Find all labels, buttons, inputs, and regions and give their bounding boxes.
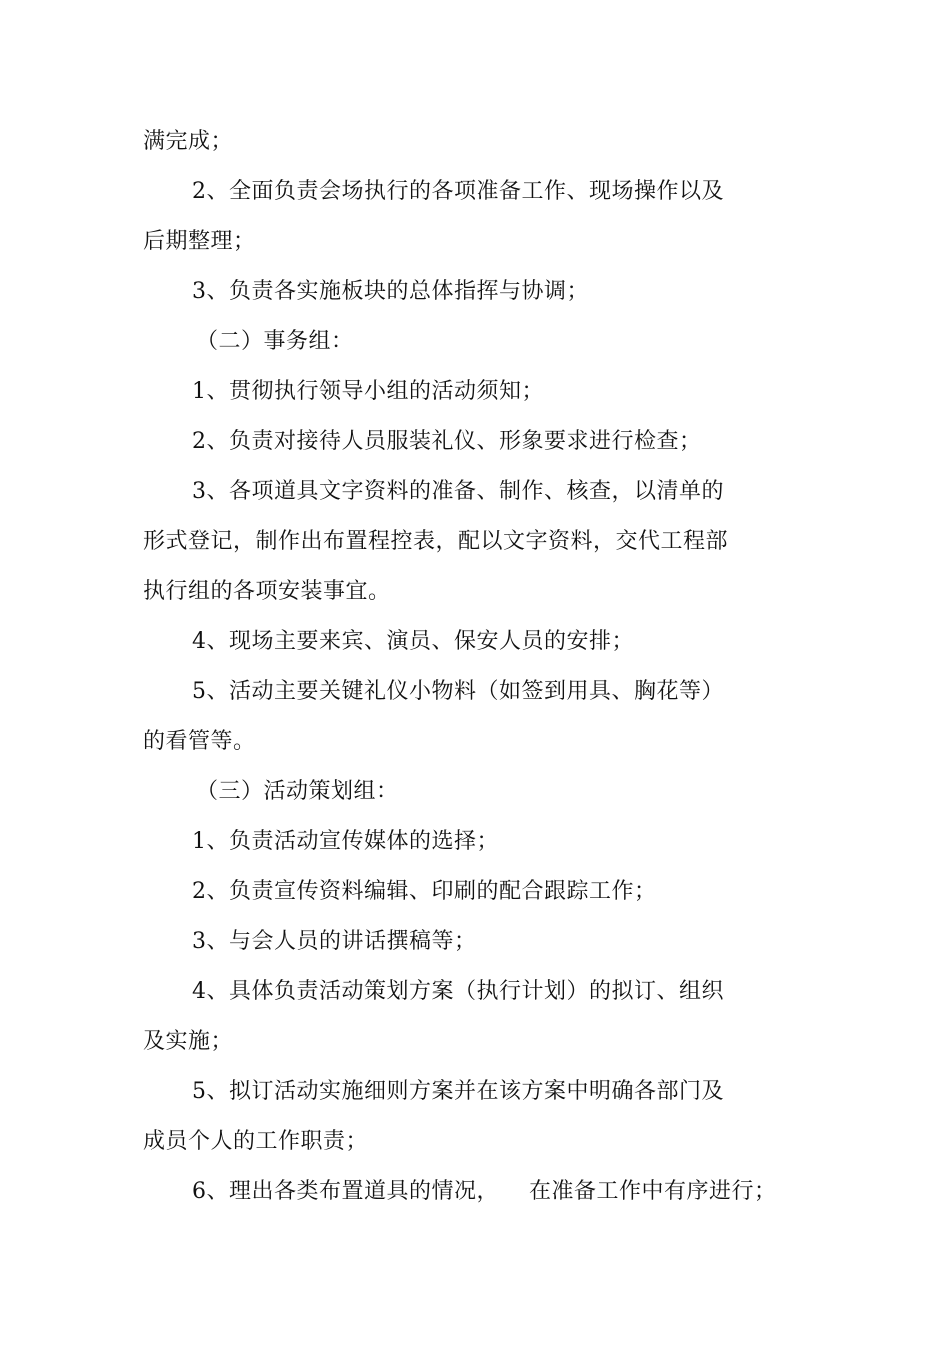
text-line-20: 5、拟订活动实施细则方案并在该方案中明确各部门及 <box>192 1079 724 1104</box>
text-line-13: 的看管等。 <box>143 729 256 754</box>
text-line-9: 形式登记，制作出布置程控表，配以文字资料，交代工程部 <box>143 529 729 554</box>
section-heading-planning: （三）活动策划组： <box>196 779 399 804</box>
text-line-12: 5、活动主要关键礼仪小物料（如签到用具、胸花等） <box>192 679 724 704</box>
text-line-21: 成员个人的工作职责； <box>143 1129 369 1154</box>
text-line-3: 后期整理； <box>143 229 256 254</box>
text-line-7: 2、负责对接待人员服装礼仪、形象要求进行检查； <box>192 429 702 454</box>
text-line-18: 4、具体负责活动策划方案（执行计划）的拟订、组织 <box>192 979 724 1004</box>
section-heading-affairs: （二）事务组： <box>196 329 354 354</box>
text-line-8: 3、各项道具文字资料的准备、制作、核查，以清单的 <box>192 479 724 504</box>
text-line-16: 2、负责宣传资料编辑、印刷的配合跟踪工作； <box>192 879 657 904</box>
text-line-4: 3、负责各实施板块的总体指挥与协调； <box>192 279 589 304</box>
text-line-2: 2、全面负责会场执行的各项准备工作、现场操作以及 <box>192 179 724 204</box>
text-line-19: 及实施； <box>143 1029 234 1054</box>
text-line-22-part-1: 6、理出各类布置道具的情况， <box>192 1179 499 1204</box>
text-line-10: 执行组的各项安装事宜。 <box>143 579 391 604</box>
text-line-6: 1、贯彻执行领导小组的活动须知； <box>192 379 544 404</box>
text-line-1: 满完成； <box>143 129 234 154</box>
text-line-15: 1、负责活动宣传媒体的选择； <box>192 829 499 854</box>
text-line-17: 3、与会人员的讲话撰稿等； <box>192 929 477 954</box>
text-line-22 <box>192 1177 777 1207</box>
text-line-22-part-2: 在准备工作中有序进行； <box>529 1179 777 1204</box>
text-line-11: 4、现场主要来宾、演员、保安人员的安排； <box>192 629 634 654</box>
